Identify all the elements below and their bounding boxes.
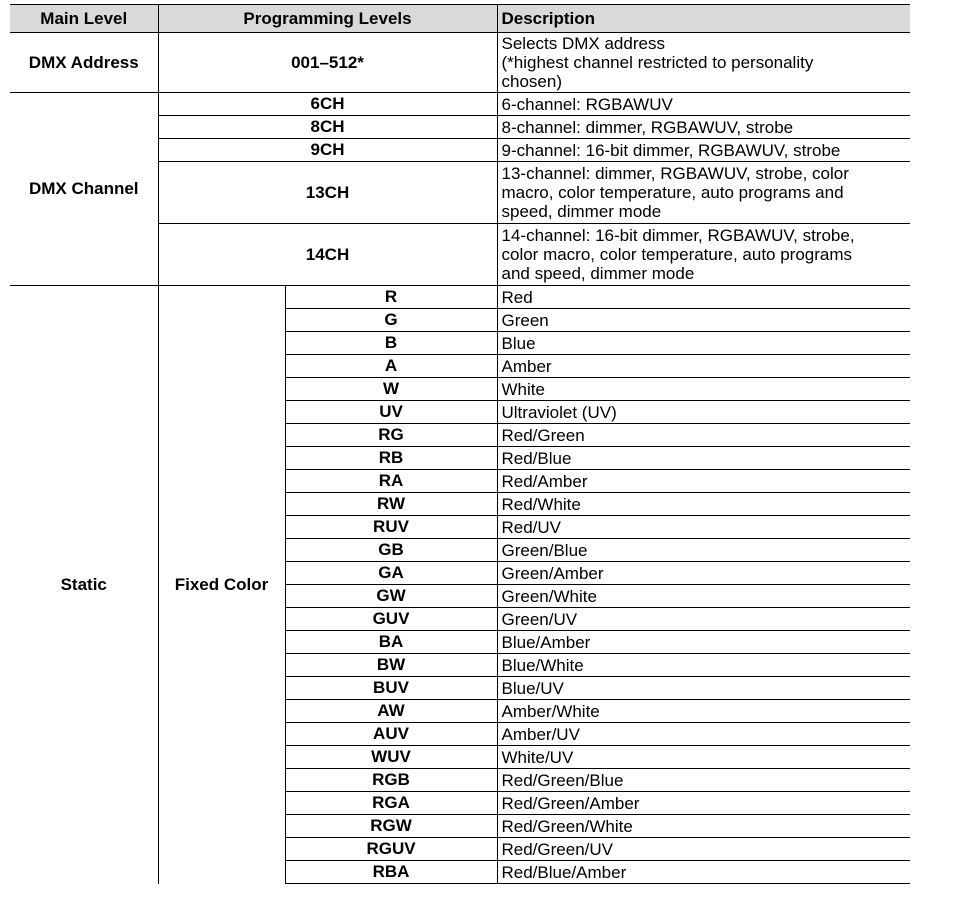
description-cell: 9-channel: 16-bit dimmer, RGBAWUV, strobe xyxy=(497,139,910,162)
description-cell: Blue xyxy=(497,332,910,355)
programming-level-cell: WUV xyxy=(285,746,497,769)
programming-level-cell: RGA xyxy=(285,792,497,815)
programming-level-cell: 8CH xyxy=(158,116,497,139)
description-cell: Ultraviolet (UV) xyxy=(497,401,910,424)
programming-level-cell: AUV xyxy=(285,723,497,746)
programming-level-cell: RB xyxy=(285,447,497,470)
description-cell: Amber/UV xyxy=(497,723,910,746)
programming-level-cell: RGUV xyxy=(285,838,497,861)
description-cell: Red/Green/White xyxy=(497,815,910,838)
programming-level-cell: RA xyxy=(285,470,497,493)
programming-level-cell: BW xyxy=(285,654,497,677)
description-cell: Green/White xyxy=(497,585,910,608)
programming-level-cell: RBA xyxy=(285,861,497,884)
description-cell: 14-channel: 16-bit dimmer, RGBAWUV, strobe, color macro, color temperature, auto programs and speed, dimmer mode xyxy=(497,224,910,286)
programming-level-cell: G xyxy=(285,309,497,332)
description-cell: 6-channel: RGBAWUV xyxy=(497,93,910,116)
description-cell: Red/Green/Amber xyxy=(497,792,910,815)
programming-level-cell: RGW xyxy=(285,815,497,838)
description-cell: White xyxy=(497,378,910,401)
description-cell: Green xyxy=(497,309,910,332)
description-cell: 13-channel: dimmer, RGBAWUV, strobe, color macro, color temperature, auto programs and speed, dimmer mode xyxy=(497,162,910,224)
description-cell: Red/Amber xyxy=(497,470,910,493)
description-cell: Red/Blue xyxy=(497,447,910,470)
programming-level-cell: AW xyxy=(285,700,497,723)
header-main-level: Main Level xyxy=(10,5,158,33)
fixed-color-cell: Fixed Color xyxy=(158,286,285,884)
row-static-color xyxy=(10,286,910,309)
description-cell: Amber/White xyxy=(497,700,910,723)
programming-level-cell: 9CH xyxy=(158,139,497,162)
programming-level-cell: GB xyxy=(285,539,497,562)
programming-level-cell: 14CH xyxy=(158,224,497,286)
programming-table xyxy=(10,4,910,884)
header-row xyxy=(10,5,910,33)
programming-level-cell: GA xyxy=(285,562,497,585)
description-cell: Blue/White xyxy=(497,654,910,677)
programming-level-cell: RW xyxy=(285,493,497,516)
description-cell: Red/UV xyxy=(497,516,910,539)
main-level-cell: Static xyxy=(10,286,158,884)
programming-level-cell: GW xyxy=(285,585,497,608)
header-description: Description xyxy=(497,5,910,33)
programming-level-cell: BUV xyxy=(285,677,497,700)
programming-level-cell: RUV xyxy=(285,516,497,539)
description-cell: Red xyxy=(497,286,910,309)
description-cell: Green/UV xyxy=(497,608,910,631)
programming-level-cell: A xyxy=(285,355,497,378)
description-cell: Red/White xyxy=(497,493,910,516)
header-programming-levels: Programming Levels xyxy=(158,5,497,33)
programming-level-cell: GUV xyxy=(285,608,497,631)
programming-level-cell: 13CH xyxy=(158,162,497,224)
programming-level-cell: RGB xyxy=(285,769,497,792)
description-cell: Selects DMX address (*highest channel restricted to personality chosen) xyxy=(497,33,910,93)
description-cell: Red/Green/UV xyxy=(497,838,910,861)
description-cell: Green/Amber xyxy=(497,562,910,585)
description-cell: Red/Blue/Amber xyxy=(497,861,910,884)
programming-level-cell: UV xyxy=(285,401,497,424)
programming-level-cell: W xyxy=(285,378,497,401)
description-cell: Red/Green xyxy=(497,424,910,447)
description-cell: Green/Blue xyxy=(497,539,910,562)
table-body xyxy=(10,33,910,884)
programming-level-cell: B xyxy=(285,332,497,355)
programming-level-cell: BA xyxy=(285,631,497,654)
main-level-cell: DMX Channel xyxy=(10,93,158,286)
description-cell: Blue/UV xyxy=(497,677,910,700)
programming-level-cell: 001–512* xyxy=(158,33,497,93)
description-cell: White/UV xyxy=(497,746,910,769)
description-cell: 8-channel: dimmer, RGBAWUV, strobe xyxy=(497,116,910,139)
programming-level-cell: R xyxy=(285,286,497,309)
row-dmx-address xyxy=(10,33,910,93)
description-cell: Blue/Amber xyxy=(497,631,910,654)
main-level-cell: DMX Address xyxy=(10,33,158,93)
programming-level-cell: RG xyxy=(285,424,497,447)
row-dmx-channel xyxy=(10,93,910,116)
description-cell: Amber xyxy=(497,355,910,378)
description-cell: Red/Green/Blue xyxy=(497,769,910,792)
programming-level-cell: 6CH xyxy=(158,93,497,116)
